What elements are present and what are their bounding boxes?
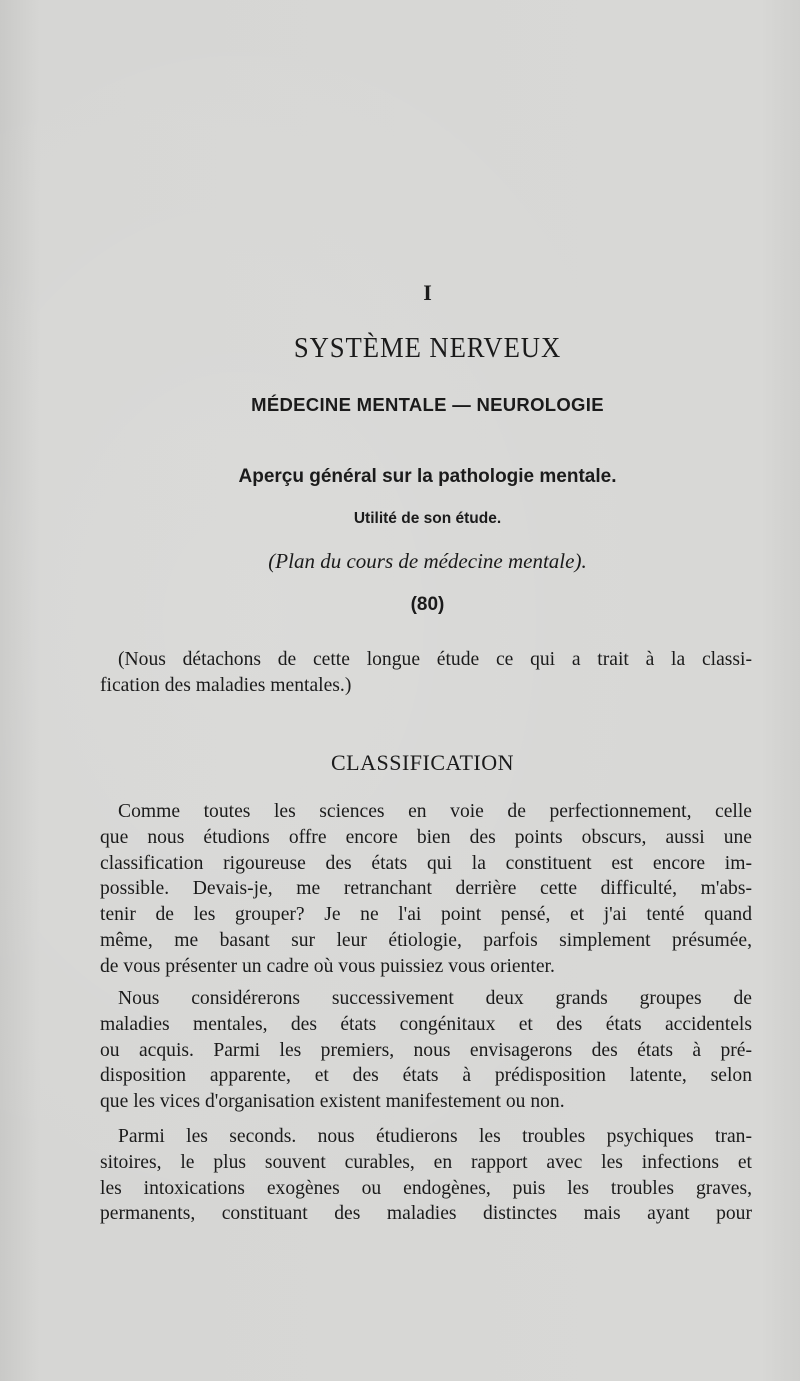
article-plan: (Plan du cours de médecine mentale). <box>268 549 587 573</box>
chapter-subtitle: MÉDECINE MENTALE — NEUROLOGIE <box>251 394 604 415</box>
text-line: classification rigoureuse des états qui la constituent est encore im- <box>100 852 752 874</box>
chapter-title: SYSTÈME NERVEUX <box>293 332 562 364</box>
paragraph <box>100 986 752 1115</box>
reference-number: (80) <box>410 594 445 615</box>
paragraph <box>100 1124 752 1227</box>
text-line: maladies mentales, des états congénitaux et des états accidentels <box>100 1013 752 1035</box>
text-line: disposition apparente, et des états à prédisposition latente, selon <box>100 1065 752 1087</box>
text-line: Parmi les seconds. nous étudierons les troubles psychiques tran- <box>118 1126 752 1147</box>
text-line: (Nous détachons de cette longue étude ce qui a trait à la classi- <box>118 649 752 670</box>
section-heading: CLASSIFICATION <box>330 750 515 775</box>
text-line: permanents, constituant des maladies distinctes mais ayant pour <box>100 1203 752 1225</box>
text-line: que les vices d'organisation existent manifestement ou non. <box>100 1091 565 1113</box>
text-line: que nous étudions offre encore bien des points obscurs, aussi une <box>100 826 752 848</box>
text-line: les intoxications exogènes ou endogènes, puis les troubles graves, <box>100 1177 752 1199</box>
text-line: ou acquis. Parmi les premiers, nous envisagerons des états à pré- <box>100 1039 752 1061</box>
text-line: possible. Devais-je, me retranchant derrière cette difficulté, m'abs- <box>100 878 752 900</box>
text-line: Comme toutes les sciences en voie de perfectionnement, celle <box>118 801 752 822</box>
text-line: de vous présenter un cadre où vous puissiez vous orienter. <box>100 955 555 977</box>
article-subheading: Utilité de son étude. <box>353 510 502 527</box>
text-line: tenir de les grouper? Je ne l'ai point pensé, et j'ai tenté quand <box>100 904 752 926</box>
text-line: fication des maladies mentales.) <box>100 674 352 696</box>
paragraph <box>100 799 752 980</box>
chapter-number: I <box>423 280 432 305</box>
article-heading: Aperçu général sur la pathologie mentale. <box>238 466 617 487</box>
intro-note <box>100 647 752 699</box>
text-line: même, me basant sur leur étiologie, parfois simplement présumée, <box>100 929 752 951</box>
text-line: sitoires, le plus souvent curables, en rapport avec les infections et <box>100 1151 752 1173</box>
text-line: Nous considérerons successivement deux grands groupes de <box>118 988 752 1009</box>
